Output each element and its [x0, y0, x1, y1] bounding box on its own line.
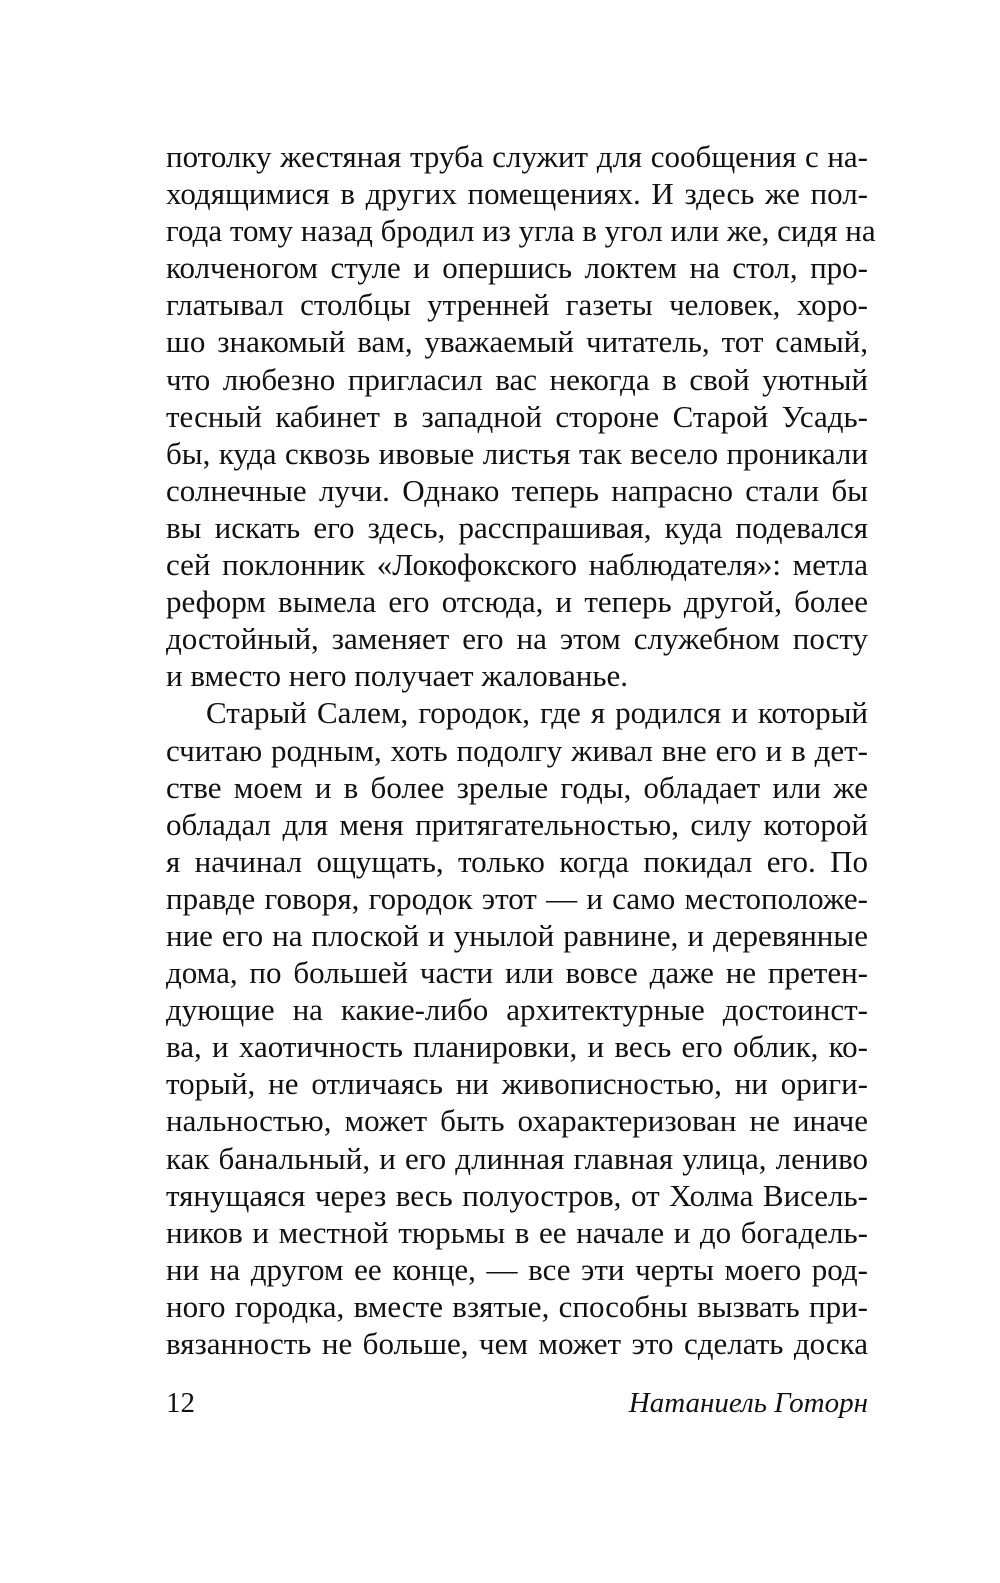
text-line: достойный, заменяет его на этом служебном посту: [166, 621, 868, 657]
body-text: [166, 138, 876, 1362]
text-line: ходящимися в других помещениях. И здесь же пол-: [166, 176, 868, 212]
text-line: нальностью, может быть охарактеризован не иначе: [166, 1103, 868, 1139]
text-line: потолку жестяная труба служит для сообщения с на-: [166, 139, 868, 174]
running-author: Натаниель Готорн: [628, 1387, 868, 1419]
text-line: вы искать его здесь, расспрашивая, куда подевался: [166, 509, 868, 545]
text-line: шо знакомый вам, уважаемый читатель, тот самый,: [166, 324, 868, 360]
text-line: и вместо него получает жалованье.: [166, 658, 628, 694]
text-line: торый, не отличаясь ни живописностью, ни ориги-: [166, 1066, 868, 1102]
text-line: Старый Салем, городок, где я родился и который: [206, 695, 868, 731]
text-line: тянущаяся через весь полуостров, от Холма Висель-: [166, 1177, 868, 1213]
page-footer: [166, 1383, 868, 1423]
text-line: ного городка, вместе взятые, способны вызвать при-: [166, 1288, 868, 1324]
page-number: 12: [166, 1387, 195, 1419]
text-line: сей поклонник «Локофокского наблюдателя»: метла: [166, 547, 868, 583]
text-line: ва, и хаотичность планировки, и весь его облик, ко-: [166, 1029, 868, 1065]
text-line: как банальный, и его длинная главная улица, лениво: [166, 1140, 868, 1176]
text-line: солнечные лучи. Однако теперь напрасно стали бы: [166, 472, 868, 508]
text-line: реформ вымела его отсюда, и теперь другой, более: [166, 584, 868, 620]
text-line: бы, куда сквозь ивовые листья так весело проникали: [166, 435, 868, 471]
text-line: дующие на какие-либо архитектурные достоинст-: [166, 992, 868, 1028]
text-line: вязанность не больше, чем может это сделать доска: [166, 1326, 868, 1361]
text-line: года тому назад бродил из угла в угол или же, сидя на: [166, 213, 876, 249]
text-line: я начинал ощущать, только когда покидал его. По: [166, 843, 868, 879]
text-line: считаю родным, хоть подолгу живал вне его и в дет-: [166, 732, 868, 768]
text-line: дома, по большей части или вовсе даже не претен-: [166, 955, 868, 991]
text-line: правде говоря, городок этот — и само местоположе-: [166, 880, 868, 916]
paragraph-1: [166, 138, 876, 694]
paragraph-2: [166, 694, 868, 1362]
text-line: стве моем и в более зрелые годы, обладает или же: [166, 769, 868, 805]
text-line: ни на другом ее конце, — все эти черты моего род-: [166, 1251, 868, 1287]
text-line: что любезно пригласил вас некогда в свой уютный: [166, 361, 868, 397]
text-line: тесный кабинет в западной стороне Старой Усадь-: [166, 398, 868, 434]
text-line: ние его на плоской и унылой равнине, и деревянные: [166, 917, 868, 953]
text-line: колченогом стуле и опершись локтем на стол, про-: [166, 250, 868, 286]
text-line: ников и местной тюрьмы в ее начале и до богадель-: [166, 1214, 868, 1250]
text-line: обладал для меня притягательностью, силу которой: [166, 806, 868, 842]
text-line: глатывал столбцы утренней газеты человек, хоро-: [166, 287, 868, 323]
